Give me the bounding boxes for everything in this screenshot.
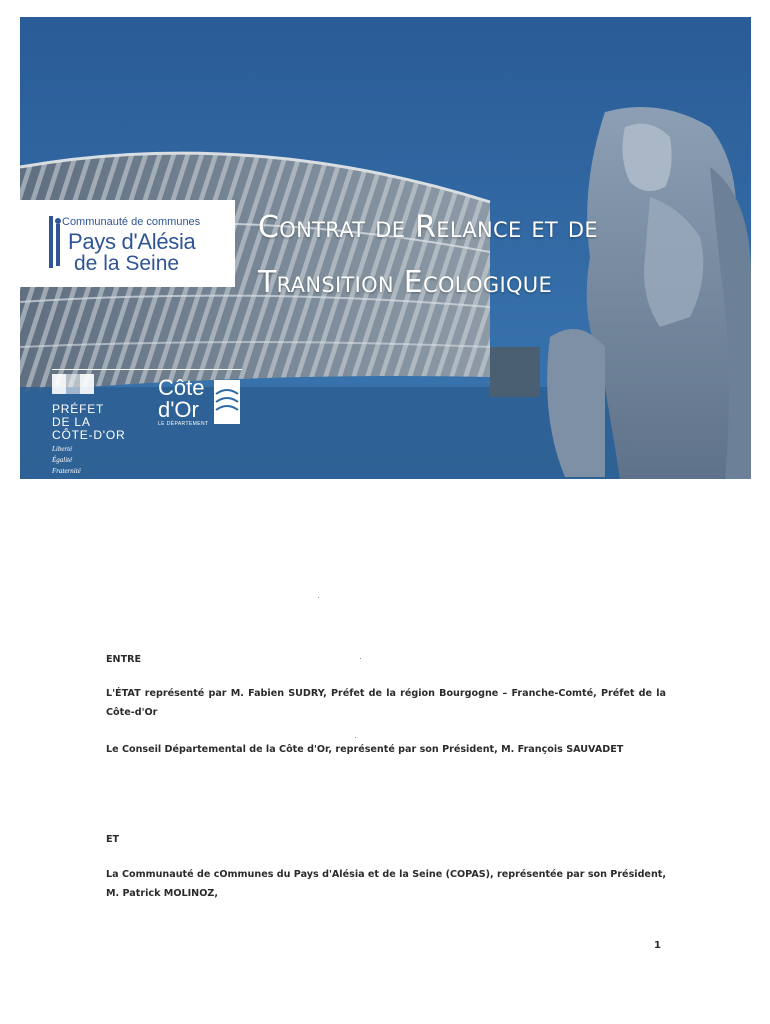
title-line-1: Contrat de Relance et de [258, 210, 598, 245]
cotedor-logo [158, 377, 208, 427]
title-line-2: Transition Ecologique [258, 265, 553, 300]
cotedor-subtitle: LE DÉPARTEMENT [158, 421, 209, 427]
party-communaute: La Communauté de cOmmunes du Pays d'Alésia et de la Seine (COPAS), représentée par son Président, M. Patrick MOLINOZ, [106, 869, 666, 899]
heading-et: ET [106, 834, 120, 845]
logo-text-line1: Communauté de communes [62, 216, 201, 228]
prefet-motto2: Égalité [52, 456, 73, 464]
marianne-icon [52, 374, 94, 394]
cover-banner [20, 17, 751, 479]
document-title [258, 200, 748, 310]
prefet-line3: CÔTE-D'OR [52, 428, 126, 442]
scan-speck [355, 737, 356, 738]
prefet-line1: PRÉFET [52, 402, 105, 416]
party-etat: L'ÉTAT représenté par M. Fabien SUDRY, Préfet de la région Bourgogne – Franche-Comté, Préfet de la Côte-d'Or [106, 688, 666, 718]
copas-logo [20, 200, 235, 287]
prefet-motto3: Fraternité [52, 467, 81, 475]
cotedor-line2: d'Or [158, 397, 199, 422]
prefet-line2: DE LA [52, 415, 91, 429]
heading-entre: ENTRE [106, 654, 142, 665]
cotedor-line1: Côte [158, 375, 205, 400]
cotedor-emblem-icon [214, 380, 240, 424]
party-conseil-departemental: Le Conseil Départemental de la Côte d'Or, représenté par son Président, M. François SAUVADET [106, 744, 624, 755]
scan-speck [318, 597, 319, 598]
logo-text-line3: de la Seine [74, 252, 180, 275]
prefet-motto1: Liberté [52, 445, 73, 453]
logo-text-line2: Pays d'Alésia [68, 229, 196, 254]
prefet-rule [52, 369, 242, 370]
prefet-logo [52, 374, 126, 475]
page-number: 1 [654, 940, 661, 951]
